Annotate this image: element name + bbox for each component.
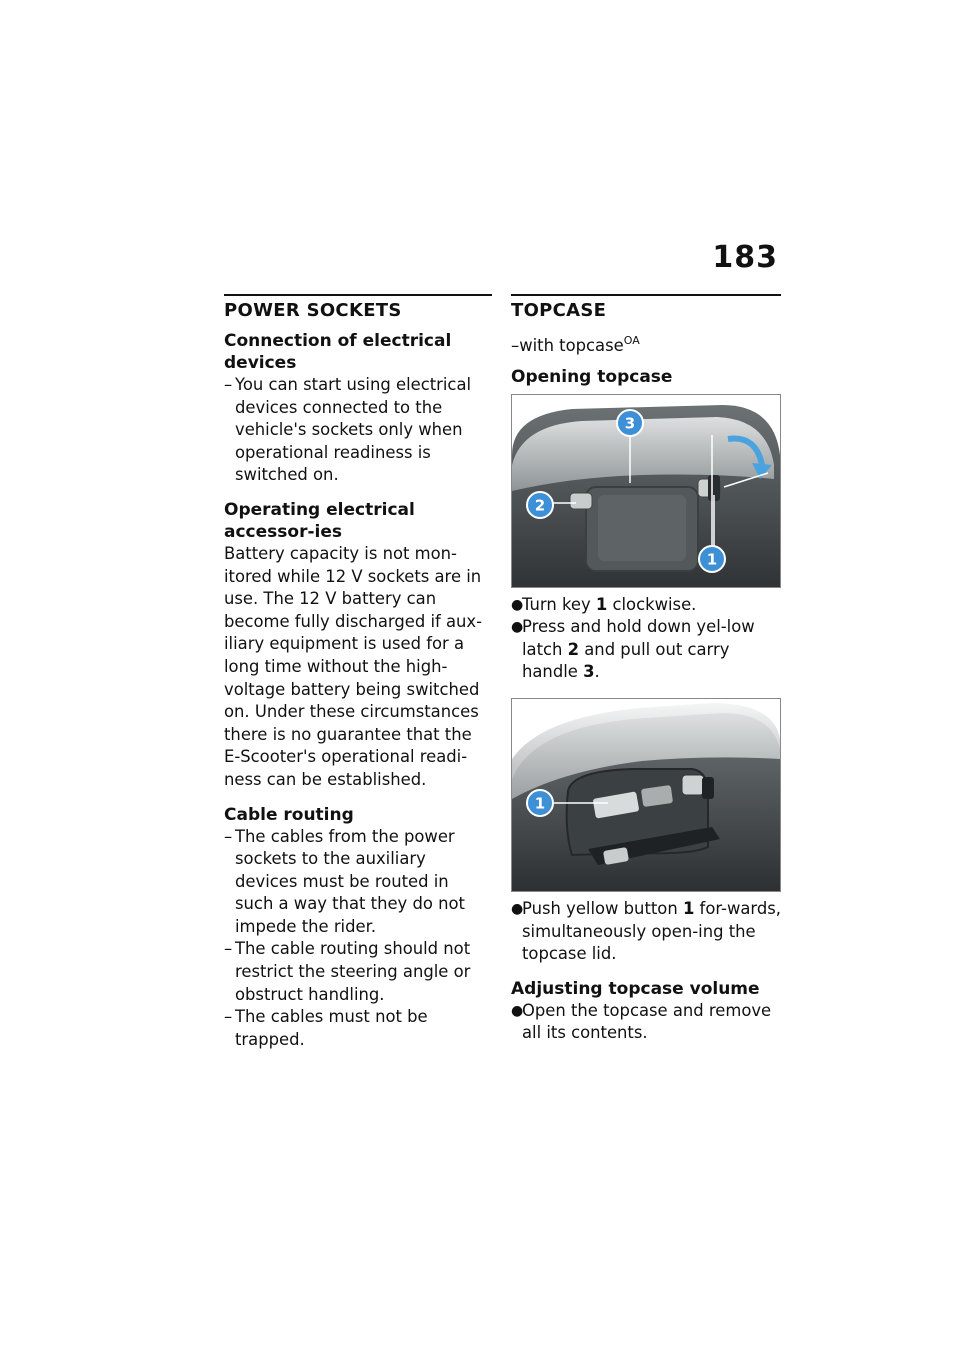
left-column (224, 294, 492, 1051)
list-item (511, 898, 781, 966)
option-code: OA (623, 334, 640, 347)
step-ref-number: 3 (583, 662, 595, 682)
step-text: for-wards, simultaneously open-ing the topcase lid. (522, 898, 782, 964)
page-number: 183 (712, 240, 778, 275)
heading-adjusting-volume: Adjusting topcase volume (511, 978, 760, 999)
connection-list (224, 374, 492, 487)
figure-push-button-illustration (512, 699, 780, 891)
step-ref-number: 2 (567, 639, 580, 659)
dash-mark: – (224, 939, 233, 959)
step-text: Open the topcase and remove all its contents. (522, 1000, 772, 1043)
bullet-mark: ● (511, 619, 524, 636)
callout-label: 1 (706, 550, 718, 569)
dash-mark: – (224, 375, 233, 394)
section-title-topcase: TOPCASE (511, 300, 607, 321)
bullet-mark: ● (511, 1002, 524, 1019)
figure-opening-topcase (511, 394, 781, 588)
list-item (224, 1006, 492, 1051)
figure-push-button (511, 698, 781, 892)
topcase-option-line (511, 330, 781, 358)
step-ref-number: 1 (595, 594, 608, 614)
dash-mark: – (511, 336, 520, 355)
list-item-text: The cables must not be trapped. (235, 1007, 428, 1049)
section-title-power-sockets: POWER SOCKETS (224, 300, 402, 321)
dash-mark: – (224, 826, 233, 846)
steps-push-button (511, 898, 781, 966)
heading-connection: Connection of electrical devices (224, 331, 452, 373)
callout-label: 3 (624, 414, 636, 433)
step-text: . (594, 662, 600, 682)
right-column (511, 294, 781, 1045)
steps-opening (511, 594, 781, 684)
callout-1 (527, 790, 553, 816)
callout-label: 1 (534, 794, 546, 813)
step-text: Turn key (522, 594, 596, 614)
list-item (511, 1000, 781, 1045)
list-item (511, 616, 781, 684)
list-item-text: You can start using electrical devices connected to the vehicle's sockets only when operational readiness is switched on. (235, 375, 472, 485)
step-text: Press and hold down yel-low latch (522, 617, 755, 659)
list-item (511, 594, 781, 617)
step-text: Push yellow button (522, 898, 683, 918)
callout-2 (527, 492, 553, 518)
list-item (224, 938, 492, 1006)
list-item (224, 826, 492, 939)
callout-1 (699, 546, 725, 572)
bullet-mark: ● (511, 900, 524, 917)
list-item (224, 374, 492, 487)
bullet-mark: ● (511, 596, 524, 613)
heading-operating: Operating electrical accessor-ies (224, 499, 415, 542)
list-item-text: The cables from the power sockets to the auxiliary devices must be routed in such a way that they do not impede the rider. (235, 826, 465, 936)
callout-3 (617, 410, 643, 436)
operating-paragraph: Battery capacity is not mon-itored while 12 V sockets are in use. The 12 V battery can become fully discharged if aux-iliary equipment is used for a long time without the high-voltage battery being switched on. Under these circumstances there is no guarantee that the E-Scooter's operational readi-ness can be established. (224, 543, 483, 789)
step-ref-number: 1 (682, 898, 695, 918)
figure-opening-topcase-illustration (512, 395, 780, 587)
heading-cable-routing: Cable routing (224, 804, 354, 825)
steps-adjusting (511, 1000, 781, 1045)
step-text: and pull out carry handle (522, 639, 730, 682)
cable-list (224, 826, 492, 1052)
dash-mark: – (224, 1007, 233, 1027)
step-text: clockwise. (607, 594, 697, 614)
callout-label: 2 (534, 496, 546, 515)
heading-opening-topcase: Opening topcase (511, 366, 673, 387)
with-topcase-text: with topcase (519, 336, 624, 355)
list-item-text: The cable routing should not restrict the steering angle or obstruct handling. (235, 939, 471, 1004)
